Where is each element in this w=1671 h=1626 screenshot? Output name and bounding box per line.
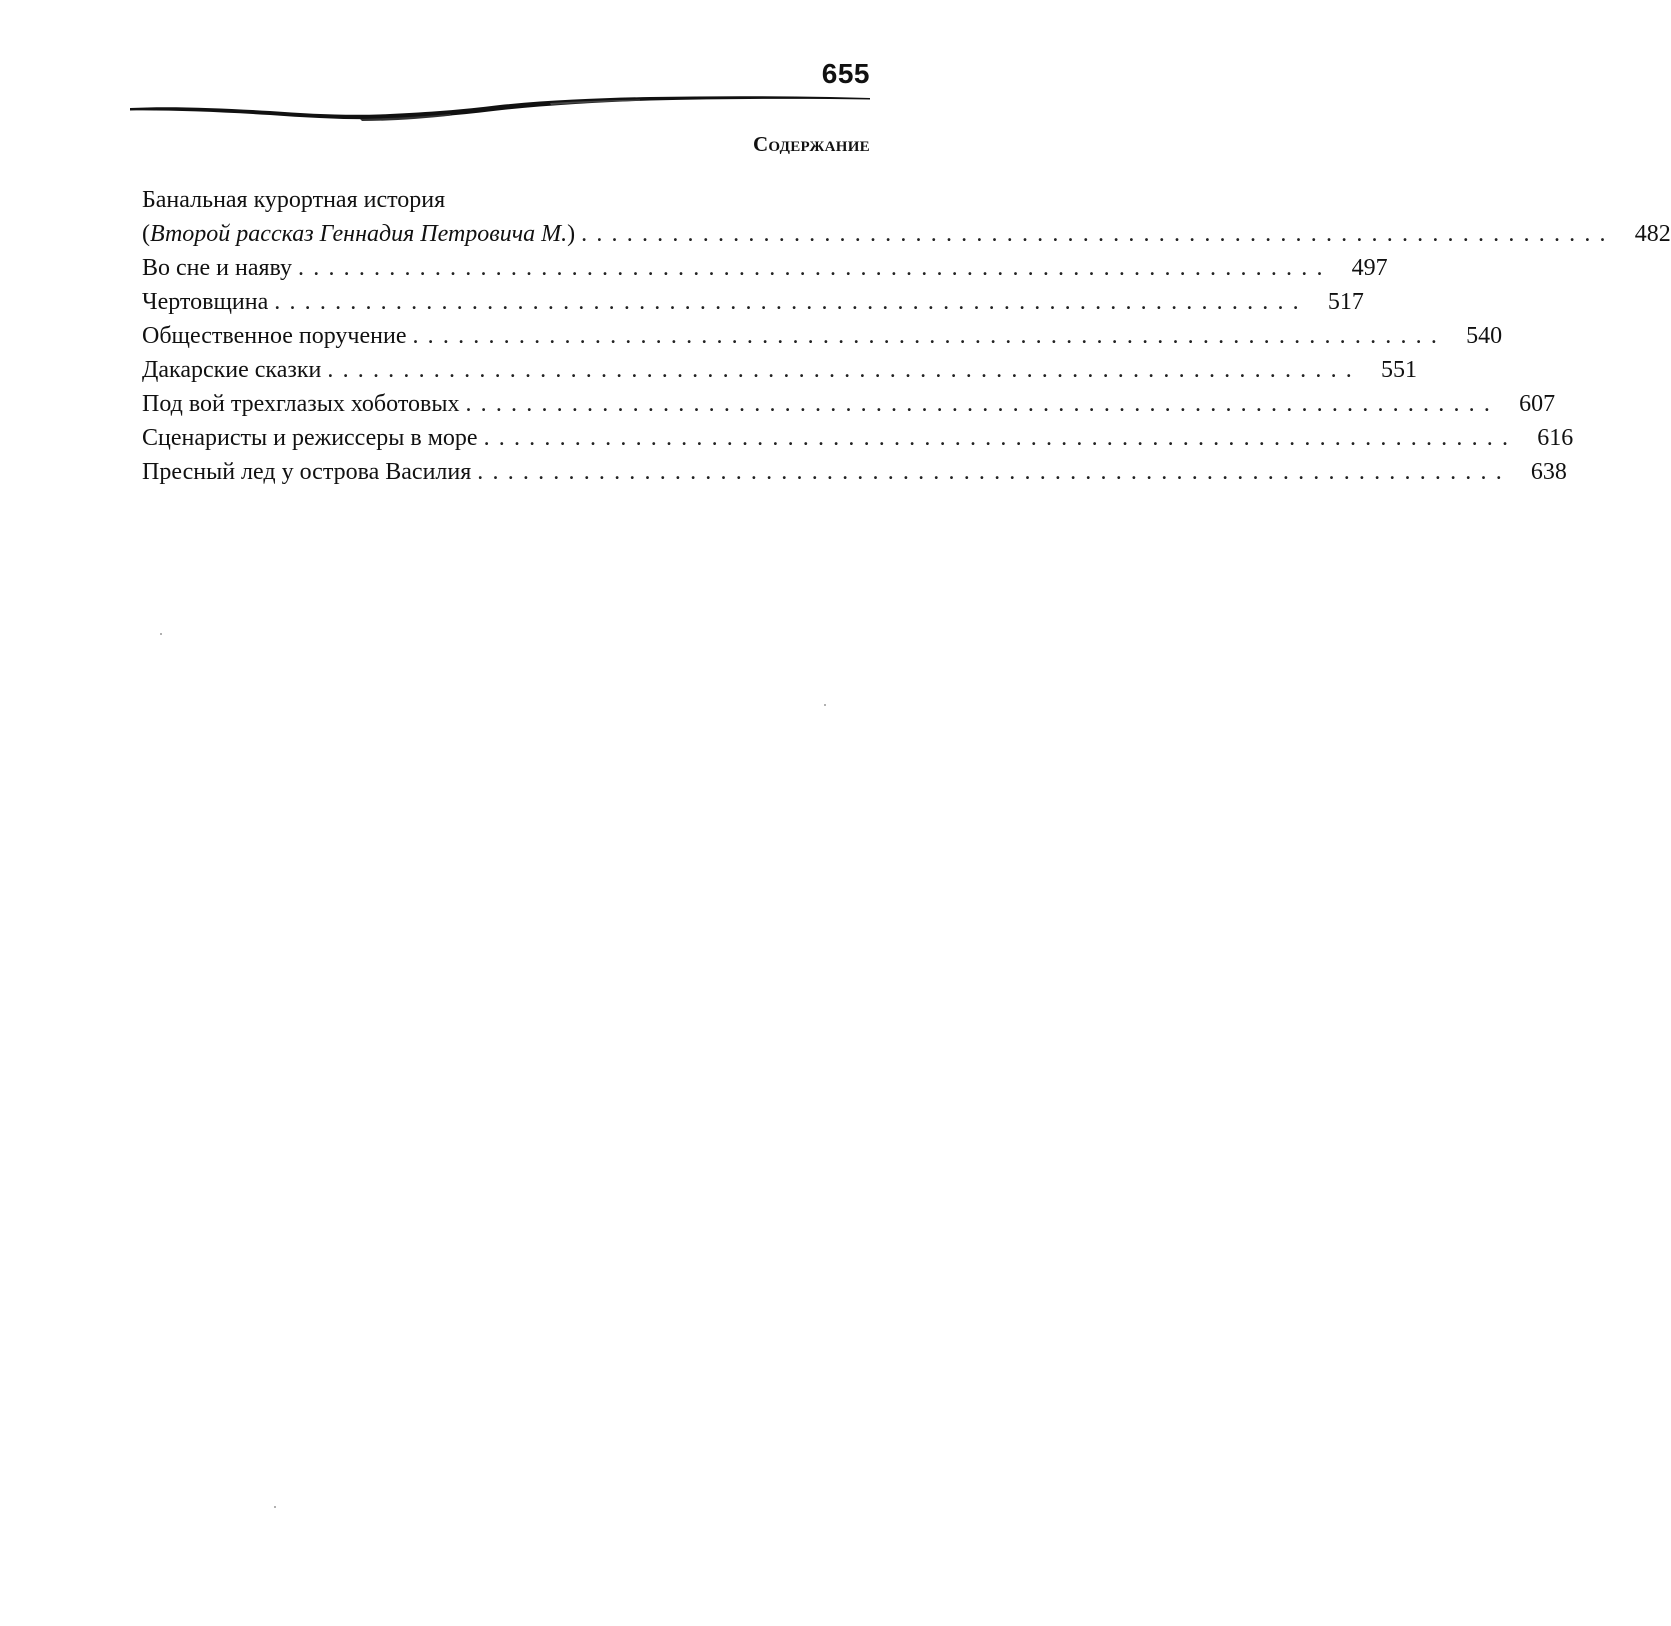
toc-entry-page: 482	[1634, 221, 1671, 247]
toc-entry-title: Дакарские сказки	[142, 357, 322, 383]
scan-speck	[824, 704, 826, 706]
toc-entry-subtitle: (Второй рассказ Геннадия Петровича М.)	[142, 221, 576, 247]
toc-leader-dots: ....................................................................	[327, 357, 1361, 383]
toc-leader-dots: ....................................................................	[483, 425, 1518, 451]
page-number: 655	[821, 58, 870, 89]
toc-entry-title: Под вой трехглазых хоботовых	[142, 391, 460, 417]
toc-leader-dots: ....................................................................	[298, 255, 1332, 281]
toc-entry-title: Чертовщина	[142, 289, 269, 315]
toc-entry-title: Сценаристы и режиссеры в море	[142, 425, 478, 451]
toc-entry	[142, 285, 1364, 319]
toc-entry-page: 616	[1537, 425, 1574, 451]
toc-entry	[142, 387, 1556, 421]
toc-entry-page: 517	[1327, 289, 1364, 315]
brush-stroke-divider	[130, 92, 870, 132]
toc-entry-title: Общественное поручение	[142, 323, 407, 349]
table-of-contents	[142, 183, 1671, 489]
toc-leader-dots: ....................................................................	[274, 289, 1308, 315]
toc-entry	[142, 251, 1388, 285]
toc-entry-title: Банальная курортная история	[142, 187, 446, 213]
toc-entry	[142, 455, 1567, 489]
toc-leader-dots: ....................................................................	[581, 221, 1615, 247]
toc-entry-subtitle-text: Второй рассказ Геннадия Петровича М.	[150, 221, 568, 247]
toc-entry-page: 497	[1351, 255, 1388, 281]
toc-entry-page: 540	[1466, 323, 1503, 349]
toc-entry-title: Пресный лед у острова Василия	[142, 459, 472, 485]
toc-entry-first-line	[142, 183, 870, 217]
toc-entry-title: Во сне и наяву	[142, 255, 293, 281]
toc-entry	[142, 319, 1503, 353]
scan-speck	[160, 633, 162, 635]
scan-speck	[274, 1506, 276, 1508]
toc-leader-dots: ....................................................................	[477, 459, 1511, 485]
toc-leader-dots: ....................................................................	[465, 391, 1500, 417]
toc-entry-second-line	[142, 217, 1671, 251]
toc-entry	[142, 353, 1417, 387]
toc-entry	[142, 183, 1671, 251]
toc-entry	[142, 421, 1574, 455]
toc-entry-page: 607	[1519, 391, 1556, 417]
toc-entry-page: 551	[1380, 357, 1417, 383]
running-head: Содержание	[752, 132, 870, 156]
toc-leader-dots: ....................................................................	[412, 323, 1447, 349]
toc-entry-page: 638	[1530, 459, 1567, 485]
